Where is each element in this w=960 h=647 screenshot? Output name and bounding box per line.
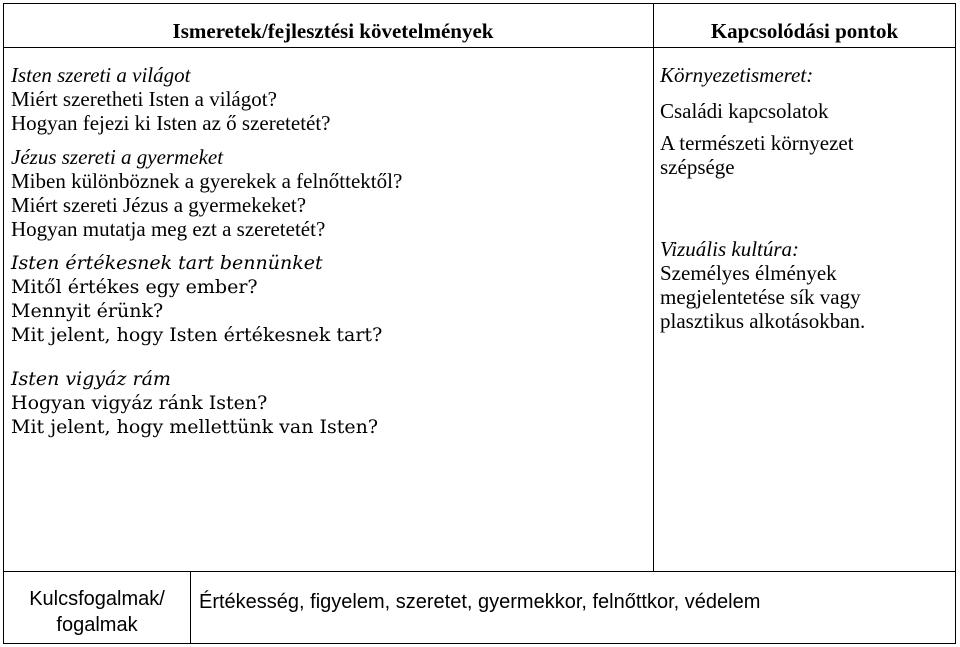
table-border-bottom [3,643,956,644]
table-border-right [955,3,956,644]
section-line: Mit jelent, hogy Isten értékesnek tart? [11,324,383,346]
key-concepts-label [4,586,190,638]
connection-line: megjelentetése sík vagy [660,285,861,309]
section-title: Jézus szereti a gyermeket [11,145,224,169]
section-line: Mit jelent, hogy mellettünk van Isten? [11,416,379,438]
connection-title: Környezetismeret: [660,63,814,87]
right-column-header: Kapcsolódási pontok [710,19,899,43]
section-1 [11,63,646,135]
section-title: Isten szereti a világot [11,63,191,87]
section-title: Isten értékesnek tart bennünket [11,252,323,274]
key-row-divider-top [3,571,956,572]
column-divider [653,3,654,572]
section-line: Miért szeretheti Isten a világot? [11,87,277,111]
section-title: Isten vigyáz rám [11,368,171,390]
section-3 [11,251,646,347]
key-label-line-1: Kulcsfogalmak/ [29,588,165,610]
key-concepts-value: Értékesség, figyelem, szeretet, gyermekkor, felnőttkor, védelem [199,591,761,613]
table-border-left [3,3,4,644]
connection-line: szépsége [660,155,735,179]
section-4 [11,367,646,439]
section-line: Miért szereti Jézus a gyermekeket? [11,193,307,217]
section-line: Mennyit érünk? [11,300,164,322]
curriculum-table [3,3,956,644]
section-line: Miben különböznek a gyerekek a felnőttektől? [11,169,403,193]
key-column-divider [190,571,191,644]
left-column-content [11,63,646,449]
section-line: Mitől értékes egy ember? [11,276,258,298]
section-line: Hogyan vigyáz ránk Isten? [11,392,268,414]
connection-title: Vizuális kultúra: [660,237,800,261]
connection-line: Személyes élmények [660,261,837,285]
header-divider [3,47,956,48]
connection-line: plasztikus alkotásokban. [660,309,866,333]
connection-line: Családi kapcsolatok [660,99,829,123]
section-line: Hogyan mutatja meg ezt a szeretetét? [11,217,326,241]
table-border-top [3,3,956,4]
connection-line: A természeti környezet [660,131,854,155]
section-2 [11,145,646,241]
right-column-content [660,63,950,333]
left-column-header: Ismeretek/fejlesztési követelmények [172,19,494,43]
section-line: Hogyan fejezi ki Isten az ő szeretetét? [11,111,331,135]
key-label-line-2: fogalmak [56,614,138,636]
